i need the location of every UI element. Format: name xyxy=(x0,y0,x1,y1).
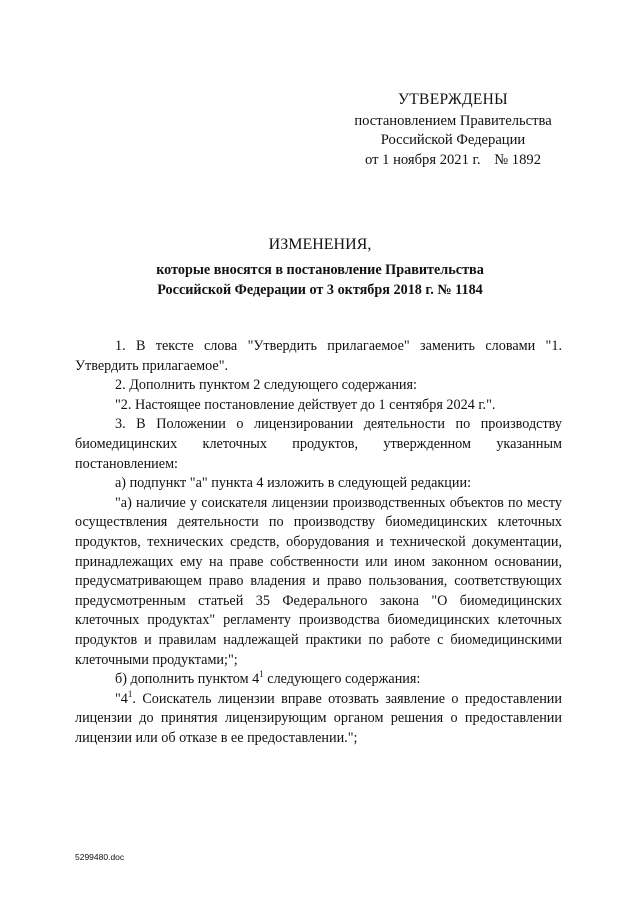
paragraph-5: а) подпункт "а" пункта 4 изложить в следующей редакции: xyxy=(115,475,472,492)
approval-line-1: постановлением Правительства xyxy=(354,112,552,129)
paragraph-7-rest: следующего содержания: xyxy=(263,671,421,688)
file-name-footer: 5299480.doc xyxy=(75,852,125,862)
paragraph-8 xyxy=(75,690,562,749)
approval-heading: УТВЕРЖДЕНЫ xyxy=(398,91,508,108)
paragraph-7 xyxy=(75,670,562,690)
paragraph-7-superscript: 1 xyxy=(259,669,264,680)
paragraph-4: 3. В Положении о лицензировании деятельности по производству биомедицинских клеточных продуктов, утвержденном указанным постановлением: xyxy=(75,416,562,472)
document-title: ИЗМЕНЕНИЯ, xyxy=(268,236,372,253)
subtitle-line-1: которые вносятся в постановление Правительства xyxy=(156,262,484,278)
paragraph-8-superscript: 1 xyxy=(127,688,133,699)
subtitle-line-2: Российской Федерации от 3 октября 2018 г. № 1184 xyxy=(157,281,483,298)
approval-number-sign: № xyxy=(494,151,509,168)
paragraph-3: "2. Настоящее постановление действует до 1 сентября 2024 г.". xyxy=(115,396,496,413)
approval-line-2: Российской Федерации xyxy=(380,132,526,148)
document-body xyxy=(75,337,562,748)
paragraph-2: 2. Дополнить пунктом 2 следующего содержания: xyxy=(115,377,417,394)
paragraph-8-rest: . Соискатель лицензии вправе отозвать заявление о предоставлении лицензии до принятия лицензирующим органом решения о предоставлении лицензии или об отказе в ее предоставлении."; xyxy=(75,690,562,746)
paragraph-8-text: "4 xyxy=(115,690,128,707)
paragraph-7-text: б) дополнить пунктом 4 xyxy=(115,671,260,688)
approval-date: от 1 ноября 2021 г. xyxy=(365,151,481,168)
document-subtitle xyxy=(70,261,570,300)
approval-number: 1892 xyxy=(511,151,541,168)
approval-date-line xyxy=(330,151,576,171)
approval-block xyxy=(330,90,576,170)
paragraph-6: "а) наличие у соискателя лицензии производственных объектов по месту осуществления деятельности по производству биомедицинских клеточных продуктов, технических средств, оборудования и технической документации, принадлежащих ему на праве собственности или ином законном основании, предусматривающем право владения и право пользования, соответствующих предусмотренным статьей 35 Федерального закона "О биомедицинских клеточных продуктах" регламенту производства биомедицинских клеточных продуктов и правилам надлежащей практики по работе с биомедицинскими клеточными продуктами;"; xyxy=(75,494,562,668)
paragraph-1: 1. В тексте слова "Утвердить прилагаемое" заменить словами "1. Утвердить прилагаемое". xyxy=(75,338,562,374)
